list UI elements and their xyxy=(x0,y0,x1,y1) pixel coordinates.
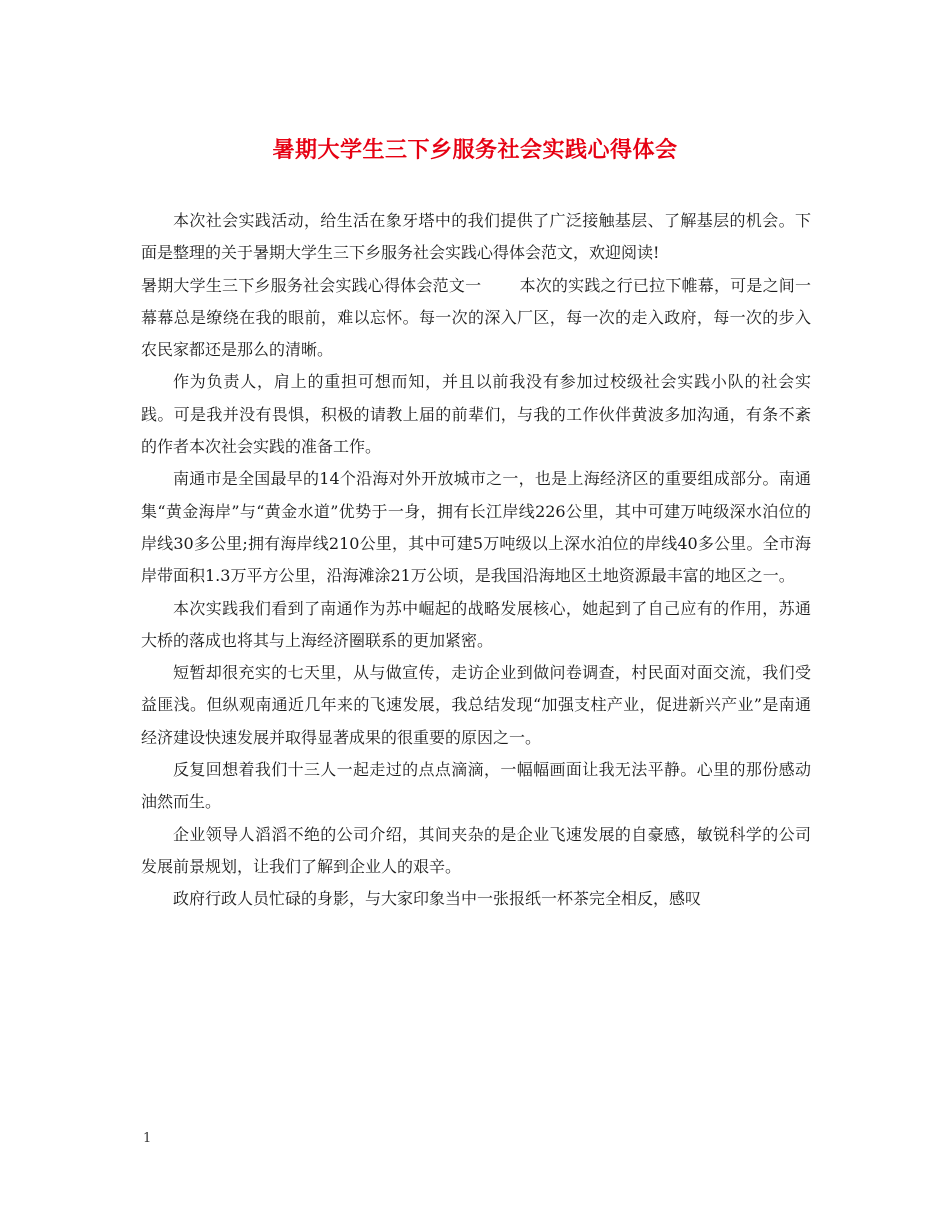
body-paragraph: 短暂却很充实的七天里，从与做宣传，走访企业到做问卷调查，村民面对面交流，我们受益匪浅。但纵观南通近几年来的飞速发展，我总结发现“加强支柱产业，促进新兴产业”是南通经济建设快速发展并取得显著成果的很重要的原因之一。 xyxy=(141,663,811,747)
body-paragraph: 反复回想着我们十三人一起走过的点点滴滴，一幅幅画面让我无法平静。心里的那份感动油然而生。 xyxy=(141,760,811,812)
body-paragraph: 企业领导人滔滔不绝的公司介绍，其间夹杂的是企业飞速发展的自豪感，敏锐科学的公司发展前景规划，让我们了解到企业人的艰辛。 xyxy=(141,824,811,876)
document-title: 暑期大学生三下乡服务社会实践心得体会 xyxy=(272,137,678,163)
page-number: 1 xyxy=(143,1131,152,1146)
document-body xyxy=(141,205,811,916)
body-paragraph: 政府行政人员忙碌的身影，与大家印象当中一张报纸一杯茶完全相反，感叹 xyxy=(173,889,702,909)
body-paragraph: 作为负责人，肩上的重担可想而知，并且以前我没有参加过校级社会实践小队的社会实践。可是我并没有畏惧，积极的请教上届的前辈们，与我的工作伙伴黄波多加沟通，有条不紊的作者本次社会实践的准备工作。 xyxy=(141,372,811,457)
section-first-paragraph-text: 本次的实践之行已拉下帷幕，可是之间一幕幕总是缭绕在我的眼前，难以忘怀。每一次的深入厂区，每一次的走入政府，每一次的步入农民家都还是那么的清晰。 xyxy=(141,275,811,360)
section-first-paragraph xyxy=(141,270,811,367)
intro-paragraph: 本次社会实践活动，给生活在象牙塔中的我们提供了广泛接触基层、了解基层的机会。下面是整理的关于暑期大学生三下乡服务社会实践心得体会范文，欢迎阅读! xyxy=(141,211,811,263)
body-paragraph: 南通市是全国最早的14个沿海对外开放城市之一，也是上海经济区的重要组成部分。南通集“黄金海岸”与“黄金水道”优势于一身，拥有长江岸线226公里，其中可建万吨级深水泊位的岸线30多公里;拥有海岸线210公里，其中可建5万吨级以上深水泊位的岸线40多公里。全市海岸带面积1.3万平方公里，沿海滩涂21万公顷，是我国沿海地区土地资源最丰富的地区之一。 xyxy=(141,469,811,586)
section-heading: 暑期大学生三下乡服务社会实践心得体会范文一 xyxy=(141,275,482,295)
body-paragraph: 本次实践我们看到了南通作为苏中崛起的战略发展核心，她起到了自己应有的作用，苏通大桥的落成也将其与上海经济圈联系的更加紧密。 xyxy=(141,598,811,650)
